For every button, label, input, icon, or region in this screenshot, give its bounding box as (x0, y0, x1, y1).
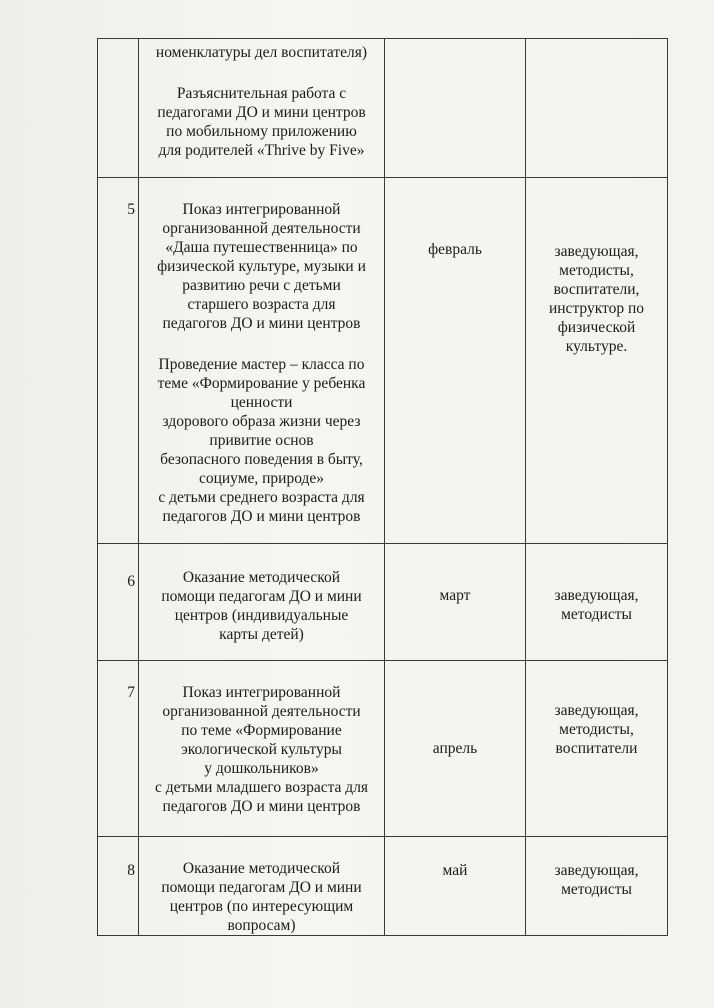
responsible-text: заведующая, методисты, воспитатели (554, 702, 639, 757)
table-row (98, 661, 668, 837)
plan-table (97, 38, 668, 936)
responsible-cell (526, 661, 668, 837)
responsible-text: заведующая, методисты (554, 587, 639, 623)
row-number: 7 (127, 684, 135, 701)
activity-cell (139, 544, 385, 661)
row-number: 6 (127, 573, 135, 590)
activity-text: номенклатуры дел воспитателя) (155, 44, 368, 61)
responsible-cell (526, 837, 668, 936)
row-number: 5 (127, 201, 135, 218)
responsible-text: заведующая, методисты (554, 862, 639, 898)
row-number: 8 (127, 862, 135, 879)
table-row (98, 544, 668, 661)
date-text: март (439, 587, 471, 604)
date-cell (385, 544, 526, 661)
activity-text: Показ интегрированной организованной деятельности по теме «Формирование экологической культуры у дошкольников» с детьми младшего возраста для педагогов ДО и мини центров (154, 684, 369, 815)
date-text: апрель (432, 740, 478, 757)
date-cell (385, 39, 526, 178)
date-cell (385, 661, 526, 837)
date-cell (385, 837, 526, 936)
date-text: май (442, 862, 468, 879)
table-row (98, 837, 668, 936)
date-text: февраль (428, 241, 482, 258)
responsible-cell (526, 39, 668, 178)
activity-text: Проведение мастер – класса по теме «Формирование у ребенка ценности здорового образа жизни через привитие основ безопасного поведения в быту, социуме, природе» с детьми среднего возраста для педагогов ДО и мини центров (157, 356, 366, 525)
row-number-cell (98, 837, 139, 936)
table-row (98, 178, 668, 544)
activity-cell (139, 837, 385, 936)
row-number-cell (98, 178, 139, 544)
date-cell (385, 178, 526, 544)
responsible-cell (526, 544, 668, 661)
table-row (98, 39, 668, 178)
activity-cell (139, 661, 385, 837)
responsible-text: заведующая, методисты, воспитатели, инструктор по физической культуре. (548, 243, 645, 355)
activity-text: Показ интегрированной организованной деятельности «Даша путешественница» по физической культуре, музыки и развитию речи с детьми старшего возраста для педагогов ДО и мини центров (157, 201, 366, 332)
row-number-cell (98, 544, 139, 661)
row-number-cell (98, 661, 139, 837)
row-number (98, 39, 135, 61)
activity-text: Оказание методической помощи педагогам ДО и мини центров (по интересующим вопросам) (161, 860, 362, 934)
activity-text: Оказание методической помощи педагогам ДО и мини центров (индивидуальные карты детей) (161, 569, 362, 643)
activity-cell (139, 178, 385, 544)
activity-text: Разъяснительная работа с педагогами ДО и мини центров по мобильному приложению для родителей «Thrive by Five» (157, 85, 366, 159)
activity-cell (139, 39, 385, 178)
row-number-cell (98, 39, 139, 178)
responsible-cell (526, 178, 668, 544)
